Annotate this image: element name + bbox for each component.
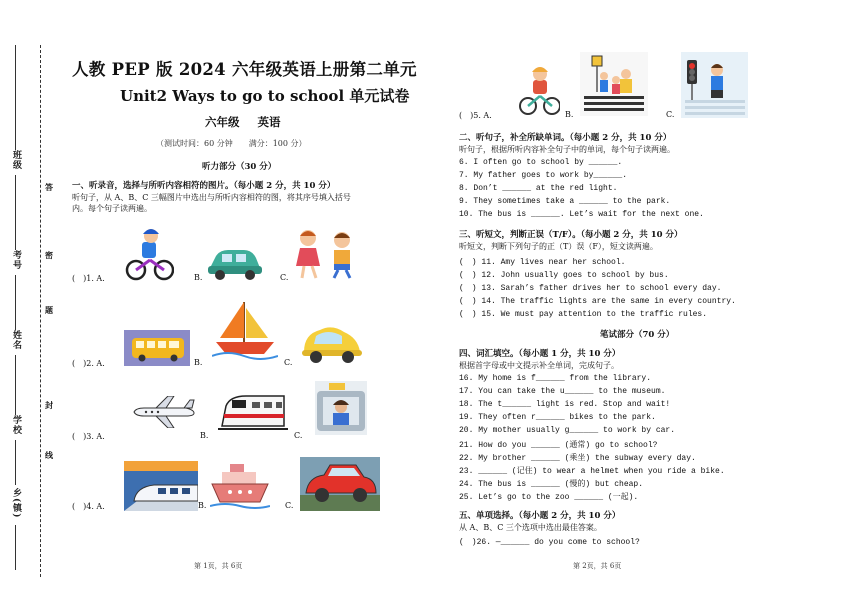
q4-option-b-label: B.: [198, 501, 207, 510]
page2-footer: 第 2页，共 6页: [573, 562, 622, 570]
subway-train-picture: [124, 461, 198, 511]
section1-instruction-line1: 听句子，从 A、B、C 三幅图片中选出与所听内容相符的图，将其序号填入括号: [72, 193, 351, 202]
q5-option-b-label: B.: [565, 110, 574, 119]
question-3-label: ( )3. A.: [72, 432, 105, 441]
section1-heading: 一、听录音，选择与所听内容相符的图片。（每小题 2 分，共 10 分）: [72, 181, 336, 191]
section3-heading: 三、听短文，判断正误（T/F）。（每小题 2 分，共 10 分）: [459, 230, 683, 240]
green-car-picture: [206, 246, 264, 280]
list-item: 20. My mother usually g______ to work by car.: [459, 426, 676, 435]
school-label: 学校: [11, 415, 21, 435]
girl-on-bike-picture: [518, 64, 560, 116]
listening-part-heading: 听力部分（30 分）: [202, 162, 277, 172]
exam-info: （测试时间：60 分钟 满分：100 分）: [156, 139, 307, 148]
list-item: 21. How do you ______ (通常) go to school?: [459, 441, 658, 450]
section4-instruction: 根据首字母或中文提示补全单词，完成句子。: [459, 361, 619, 370]
class-blank-line: [15, 45, 16, 150]
traffic-light-boy-picture: [681, 52, 748, 118]
list-item: 17. You can take the u______ to the museum.: [459, 387, 666, 396]
list-item: ( ) 11. Amy lives near her school.: [459, 258, 626, 267]
q3-option-c-label: C.: [294, 431, 303, 440]
question-4-label: ( )4. A.: [72, 502, 105, 511]
yellow-car-picture: [298, 322, 364, 366]
list-item: 18. The t______ light is red. Stop and wait!: [459, 400, 671, 409]
town-blank-line: [15, 440, 16, 485]
list-item: 23. ______ (记住) to wear a helmet when you ride a bike.: [459, 467, 725, 476]
list-item: 8. Don’t ______ at the red light.: [459, 184, 618, 193]
writing-part-heading: 笔试部分（70 分）: [600, 330, 675, 340]
question-1-label: ( )1. A.: [72, 274, 105, 283]
grade-subject: 六年级 英语: [205, 115, 281, 129]
sailboat-picture: [212, 298, 278, 360]
list-item: ( ) 13. Sarah’s father drives her to school every day.: [459, 284, 722, 293]
q2-option-b-label: B.: [194, 358, 203, 367]
q2-option-c-label: C.: [284, 358, 293, 367]
id-label: 考号: [11, 250, 21, 270]
train-picture: [218, 392, 288, 432]
section5-instruction: 从 A、B、C 三个选项中选出最佳答案。: [459, 523, 602, 532]
town-label: 乡(镇): [11, 488, 21, 519]
page-title: 人教 PEP 版 2024 六年级英语上册第二单元: [72, 60, 417, 79]
section3-instruction: 听短文，判断下列句子的正（T）误（F），短文读两遍。: [459, 242, 658, 251]
section4-heading: 四、词汇填空。（每小题 1 分，共 10 分）: [459, 349, 621, 359]
school-blank-line: [15, 355, 16, 415]
cut-mark-xian: 线: [45, 450, 53, 460]
question-5-label: ( )5. A.: [459, 111, 492, 120]
question-26: ( )26. —______ do you come to school?: [459, 538, 640, 547]
bottom-blank-line: [15, 525, 16, 570]
section5-heading: 五、单项选择。（每小题 2 分，共 10 分）: [459, 511, 621, 521]
crossing-guard-picture: [580, 52, 648, 116]
name-label: 姓名: [11, 330, 21, 350]
list-item: ( ) 15. We must pay attention to the traffic rules.: [459, 310, 708, 319]
q1-option-c-label: C.: [280, 273, 289, 282]
list-item: 10. The bus is ______. Let’s wait for the next one.: [459, 210, 704, 219]
section2-instruction: 听句子，根据所听内容补全句子中的单词，每个句子读两遍。: [459, 145, 675, 154]
section2-heading: 二、听句子，补全所缺单词。（每小题 2 分，共 10 分）: [459, 133, 672, 143]
list-item: 9. They sometimes take a ______ to the park.: [459, 197, 671, 206]
list-item: 19. They often r______ bikes to the park.: [459, 413, 656, 422]
airplane-picture: [130, 396, 196, 428]
name-blank-line: [15, 275, 16, 330]
binding-dashed-line: [40, 45, 41, 577]
list-item: 6. I often go to school by ______.: [459, 158, 623, 167]
section1-instruction-line2: 内。每个句子读两遍。: [72, 204, 152, 213]
taxi-driver-picture: [315, 381, 367, 435]
cut-mark-da: 答: [45, 182, 53, 192]
q4-option-c-label: C.: [285, 501, 294, 510]
id-blank-line: [15, 175, 16, 250]
ship-picture: [210, 458, 270, 510]
list-item: ( ) 12. John usually goes to school by bus.: [459, 271, 669, 280]
list-item: 7. My father goes to work by______.: [459, 171, 628, 180]
q5-option-c-label: C.: [666, 110, 675, 119]
cut-mark-ti: 题: [45, 305, 53, 315]
list-item: 24. The bus is ______ (慢的) but cheap.: [459, 480, 644, 489]
q1-option-b-label: B.: [194, 273, 203, 282]
page-subtitle: Unit2 Ways to go to school 单元试卷: [120, 87, 410, 105]
list-item: 16. My home is f______ from the library.: [459, 374, 652, 383]
list-item: 22. My brother ______ (乘坐) the subway every day.: [459, 454, 696, 463]
yellow-bus-picture: [124, 330, 190, 366]
class-label: 班级: [11, 150, 21, 170]
q3-option-b-label: B.: [200, 431, 209, 440]
question-2-label: ( )2. A.: [72, 359, 105, 368]
children-walking-picture: [292, 228, 362, 280]
list-item: 25. Let’s go to the zoo ______ (一起).: [459, 493, 639, 502]
list-item: ( ) 14. The traffic lights are the same in every country.: [459, 297, 736, 306]
cut-mark-feng: 封: [45, 400, 53, 410]
page1-footer: 第 1页，共 6页: [194, 562, 243, 570]
red-car-picture: [300, 457, 380, 511]
child-riding-bike-picture: [124, 226, 174, 282]
cut-mark-mi: 密: [45, 250, 53, 260]
